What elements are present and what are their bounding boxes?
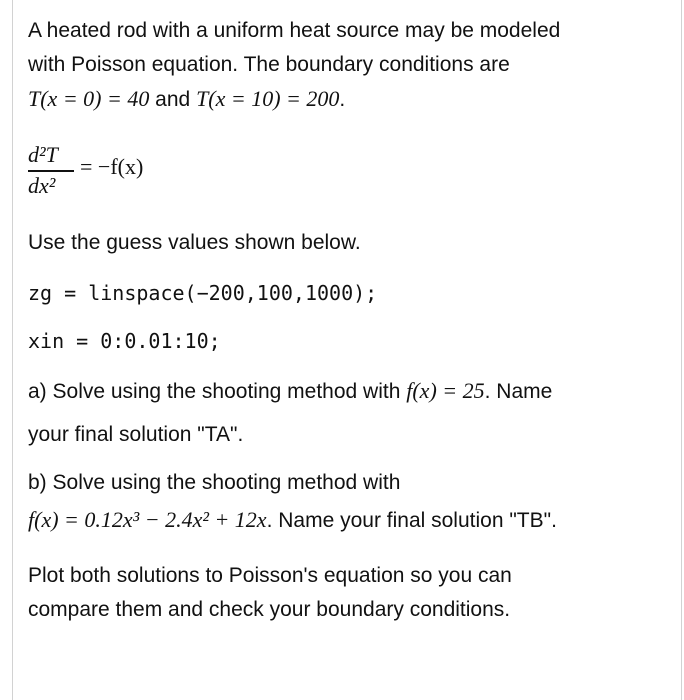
bc-end: . <box>339 88 346 111</box>
part-b-line-2 <box>28 503 557 538</box>
equation-rhs: = −f(x) <box>80 154 144 179</box>
question-card <box>12 0 682 700</box>
bc-left: T(x = 0) = 40 <box>28 86 150 111</box>
code-line-1: zg = linspace(−200,100,1000); <box>28 281 378 305</box>
intro-line-2: with Poisson equation. The boundary conditions are <box>28 53 510 76</box>
part-b-post: . Name your final solution "TB". <box>266 509 557 532</box>
bc-right: T(x = 10) = 200 <box>196 86 340 111</box>
bc-and: and <box>149 88 197 111</box>
part-a-line-2: your final solution "TA". <box>28 423 244 446</box>
plot-line-1: Plot both solutions to Poisson's equation so you can <box>28 564 512 587</box>
equation-numerator: d²T <box>28 142 58 167</box>
part-a-line-1 <box>28 374 552 409</box>
guess-intro: Use the guess values shown below. <box>28 231 361 254</box>
plot-line-2: compare them and check your boundary conditions. <box>28 598 511 621</box>
boundary-conditions <box>28 82 345 117</box>
equation-denominator: dx² <box>28 173 56 198</box>
part-a-math: f(x) = 25 <box>406 378 485 403</box>
part-a-post: . Name <box>484 380 553 403</box>
fraction-bar <box>28 170 74 172</box>
part-a-pre: a) Solve using the shooting method with <box>28 380 407 403</box>
poisson-equation <box>28 142 178 200</box>
part-b-math: f(x) = 0.12x³ − 2.4x² + 12x <box>28 507 267 532</box>
part-b-line-1: b) Solve using the shooting method with <box>28 471 401 494</box>
code-line-2: xin = 0:0.01:10; <box>28 329 221 353</box>
intro-line-1: A heated rod with a uniform heat source may be modeled <box>28 19 561 42</box>
